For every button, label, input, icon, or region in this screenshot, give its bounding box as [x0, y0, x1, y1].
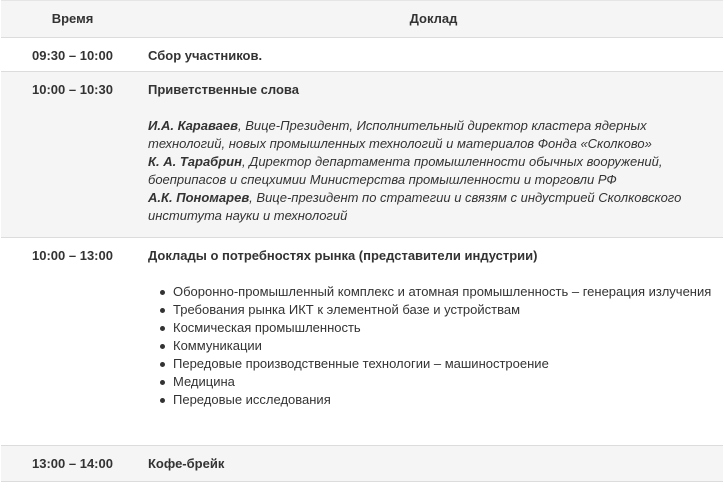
topic-text: Медицина [173, 374, 235, 389]
talk-title: Доклады о потребностях рынка (представители индустрии) [148, 248, 538, 263]
list-item [173, 319, 715, 337]
list-item [173, 283, 715, 301]
row-time: 10:00 – 13:00 [1, 238, 144, 446]
list-item [173, 337, 715, 355]
row-time: 09:30 – 10:00 [1, 38, 144, 72]
bullet-icon [160, 344, 165, 349]
row-talk [144, 238, 723, 446]
list-item [173, 373, 715, 391]
topic-text: Космическая промышленность [173, 320, 361, 335]
talk-title: Сбор участников. [148, 48, 263, 63]
row-talk [144, 38, 723, 72]
header-time: Время [1, 1, 144, 38]
speaker-role: , Директор департамента промышленности обычных вооружений, боеприпасов и спецхимии Министерства промышленности и торговли РФ [148, 154, 663, 187]
table-row [1, 238, 723, 446]
header-row [1, 1, 723, 38]
table-row [1, 38, 723, 72]
speaker-entry [148, 153, 715, 189]
speaker-name: И.А. Караваев [148, 118, 238, 133]
table-row [1, 446, 723, 482]
topic-text: Оборонно-промышленный комплекс и атомная промышленность – генерация излучения [173, 284, 712, 299]
talk-title: Кофе-брейк [148, 456, 225, 471]
schedule-header [1, 1, 723, 38]
speaker-name: А.К. Пономарев [148, 190, 250, 205]
speaker-role: , Вице-Президент, Исполнительный директор кластера ядерных технологий, новых промышленных технологий и материалов Фонда «Сколково» [148, 118, 652, 151]
topic-text: Требования рынка ИКТ к элементной базе и устройствам [173, 302, 521, 317]
speaker-entry [148, 189, 715, 225]
speaker-role: , Вице-президент по стратегии и связям с индустрией Сколковского института науки и технологий [148, 190, 682, 223]
bullet-icon [160, 326, 165, 331]
talk-title: Приветственные слова [148, 82, 299, 97]
topic-text: Передовые исследования [173, 392, 331, 407]
topic-list [148, 283, 715, 409]
table-row [1, 72, 723, 238]
speaker-name: К. А. Тарабрин [148, 154, 242, 169]
topic-text: Коммуникации [173, 338, 262, 353]
header-talk: Доклад [144, 1, 723, 38]
bullet-icon [160, 308, 165, 313]
speaker-list [148, 117, 715, 225]
bullet-icon [160, 362, 165, 367]
list-item [173, 301, 715, 319]
schedule-table [1, 0, 723, 482]
row-time: 13:00 – 14:00 [1, 446, 144, 482]
row-talk [144, 72, 723, 238]
list-item [173, 355, 715, 373]
row-time: 10:00 – 10:30 [1, 72, 144, 238]
bullet-icon [160, 380, 165, 385]
bullet-icon [160, 290, 165, 295]
row-talk [144, 446, 723, 482]
speaker-entry [148, 117, 715, 153]
list-item [173, 391, 715, 409]
bullet-icon [160, 398, 165, 403]
topic-text: Передовые производственные технологии – машиностроение [173, 356, 549, 371]
